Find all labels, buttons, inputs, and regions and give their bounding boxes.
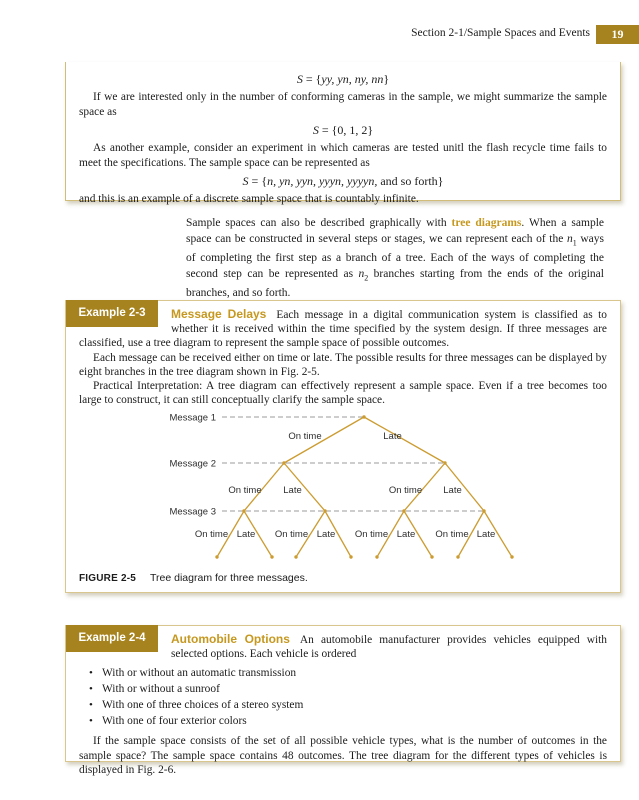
svg-text:Late: Late	[236, 529, 256, 540]
paragraph: If the sample space consists of the set of all possible vehicle types, what is the number of outcomes in the sample space? The sample space contains 48 outcomes. The tree diagram for the different types of vehicles is displayed in Fig. 2-6.	[79, 735, 607, 776]
key-term-tree-diagrams: tree diagrams	[451, 217, 522, 229]
paragraph: Automobile Options An automobile manufacturer provides vehicles equipped with selected options. Each vehicle is ordered	[171, 632, 607, 661]
paragraph: As another example, consider an experiment in which cameras are tested unitl the flash recycle time fails to meet the specifications. The sample space can be represented as	[79, 142, 607, 169]
equation-sample-space-1: S = {yy, yn, ny, nn}	[296, 72, 390, 86]
figure-label: FIGURE 2-5	[79, 573, 137, 584]
svg-text:On time: On time	[274, 529, 309, 540]
svg-text:Late: Late	[316, 529, 336, 540]
equation-sample-space-2: S = {0, 1, 2}	[312, 123, 374, 137]
svg-text:Late: Late	[443, 485, 462, 496]
svg-text:On time: On time	[228, 485, 262, 496]
svg-text:On time: On time	[354, 529, 389, 540]
example-2-3-box	[65, 300, 621, 593]
tree-diagram	[66, 405, 622, 575]
paragraph: If we are interested only in the number of conforming cameras in the sample, we might summarize the sample space as	[79, 91, 607, 118]
running-head: Section 2-1/Sample Spaces and Events	[411, 27, 590, 39]
figure-2-5-caption	[79, 571, 609, 586]
example-2-4-box	[65, 625, 621, 776]
equation-sample-space-3: S = {n, yn, yyn, yyyn, yyyyn, and so forth}	[242, 174, 444, 188]
example-2-4-title: Automobile Options	[171, 632, 290, 646]
tree-diagrams-intro-paragraph: Sample spaces can also be described graphically with tree diagrams. When a sample space can be constructed in several steps or stages, we can represent each of the $n_1$ ways of completing the first step as a branch of a tree. Each of the ways of completing the second step can be represented as $n_2$ branches starting from the ends of the original branches, and so forth.	[186, 217, 604, 299]
list-item: • With one of three choices of a stereo system	[89, 697, 607, 713]
svg-text:On time: On time	[435, 529, 469, 540]
svg-text:Late: Late	[396, 529, 416, 540]
figure-caption-text: Tree diagram for three messages.	[150, 572, 308, 584]
example-2-3-title: Message Delays	[171, 307, 267, 321]
svg-text:Message 1: Message 1	[169, 412, 216, 424]
example-2-3-label: Example 2-3	[66, 300, 158, 327]
page-number-badge: 19	[596, 25, 639, 44]
paragraph: Each message can be received either on time or late. The possible results for three messages can be displayed by eight branches in the tree diagram shown in Fig. 2-5.	[79, 351, 607, 378]
example-2-4-label: Example 2-4	[66, 625, 158, 652]
svg-text:Late: Late	[383, 431, 402, 442]
svg-text:Message 3: Message 3	[169, 506, 216, 518]
svg-text:Late: Late	[283, 485, 302, 496]
tree-svg	[66, 405, 622, 575]
svg-text:Message 2: Message 2	[169, 458, 216, 470]
options-bullet-list	[89, 665, 607, 729]
list-item: • With or without a sunroof	[89, 681, 607, 697]
svg-text:On time: On time	[194, 529, 229, 540]
paragraph: and this is an example of a discrete sample space that is countably infinite.	[79, 193, 419, 205]
list-item: • With or without an automatic transmission	[89, 665, 607, 681]
continued-example-box	[65, 62, 621, 205]
svg-text:On time: On time	[288, 431, 322, 442]
svg-text:Late: Late	[476, 529, 496, 540]
paragraph: Message Delays Each message in a digital communication system is classified as to whether it is received within the time specified by the system design. If three messages are classified, use a tree diagram to represent the sample space of possible outcomes.	[79, 307, 607, 350]
svg-text:On time: On time	[388, 485, 423, 496]
paragraph: Practical Interpretation: A tree diagram can effectively represent a sample space. Even if a tree becomes too large to construct, it can still conceptually clarify the sample space.	[79, 380, 607, 407]
list-item: • With one of four exterior colors	[89, 713, 607, 729]
